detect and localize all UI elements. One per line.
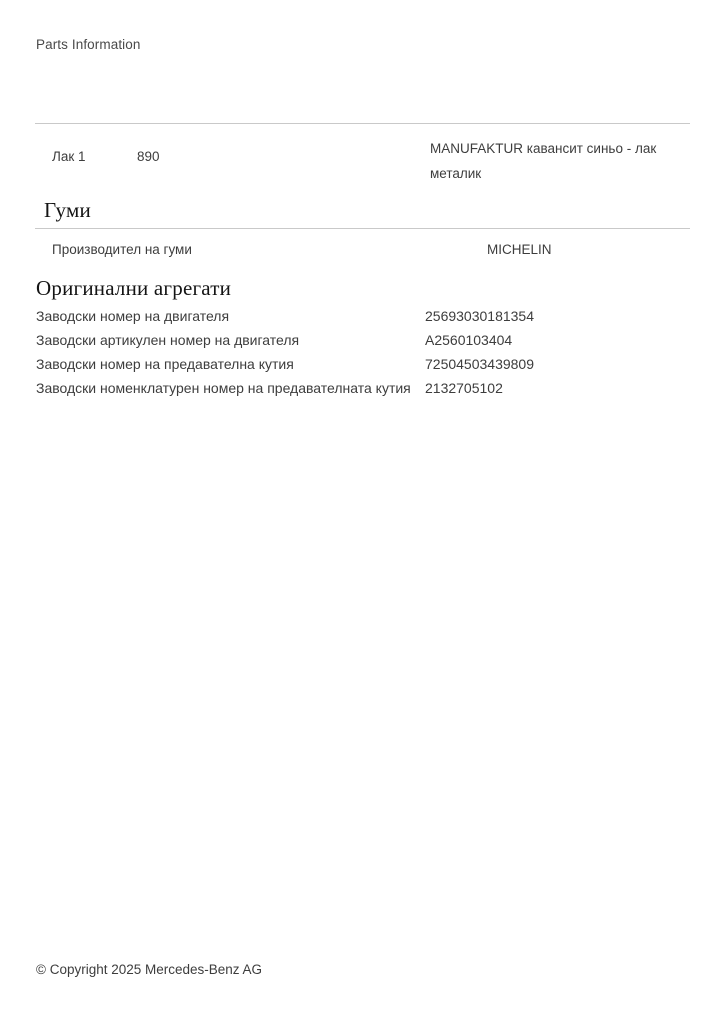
table-row (36, 309, 696, 323)
engine-number-label: Заводски номер на двигателя (36, 308, 230, 324)
copyright-notice: © Copyright 2025 Mercedes-Benz AG (36, 962, 263, 977)
aggregates-section-heading: Оригинални агрегати (36, 276, 232, 300)
engine-part-number-label: Заводски артикулен номер на двигателя (36, 332, 300, 348)
paint-description-value: MANUFAKTUR кавансит синьо - лак металик (430, 141, 657, 181)
tire-manufacturer-value: MICHELIN (487, 242, 552, 257)
table-row (36, 381, 696, 395)
paint-row-label: Лак 1 (52, 149, 86, 164)
transmission-nomenclature-number-value: 2132705102 (425, 380, 503, 396)
tire-manufacturer-label: Производител на гуми (52, 242, 192, 257)
divider-tires (35, 228, 690, 229)
page-title: Parts Information (36, 37, 141, 52)
table-row (36, 357, 696, 371)
aggregates-table (36, 309, 696, 405)
transmission-number-label: Заводски номер на предавателна кутия (36, 356, 294, 372)
engine-number-value: 25693030181354 (425, 308, 535, 324)
tires-section-heading: Гуми (44, 198, 91, 222)
divider-top (35, 123, 690, 124)
paint-code-value: 890 (137, 149, 160, 164)
engine-part-number-value: A2560103404 (425, 332, 513, 348)
transmission-nomenclature-number-label: Заводски номенклатурен номер на предавателната кутия (36, 380, 411, 396)
table-row (36, 333, 696, 347)
transmission-number-value: 72504503439809 (425, 356, 535, 372)
